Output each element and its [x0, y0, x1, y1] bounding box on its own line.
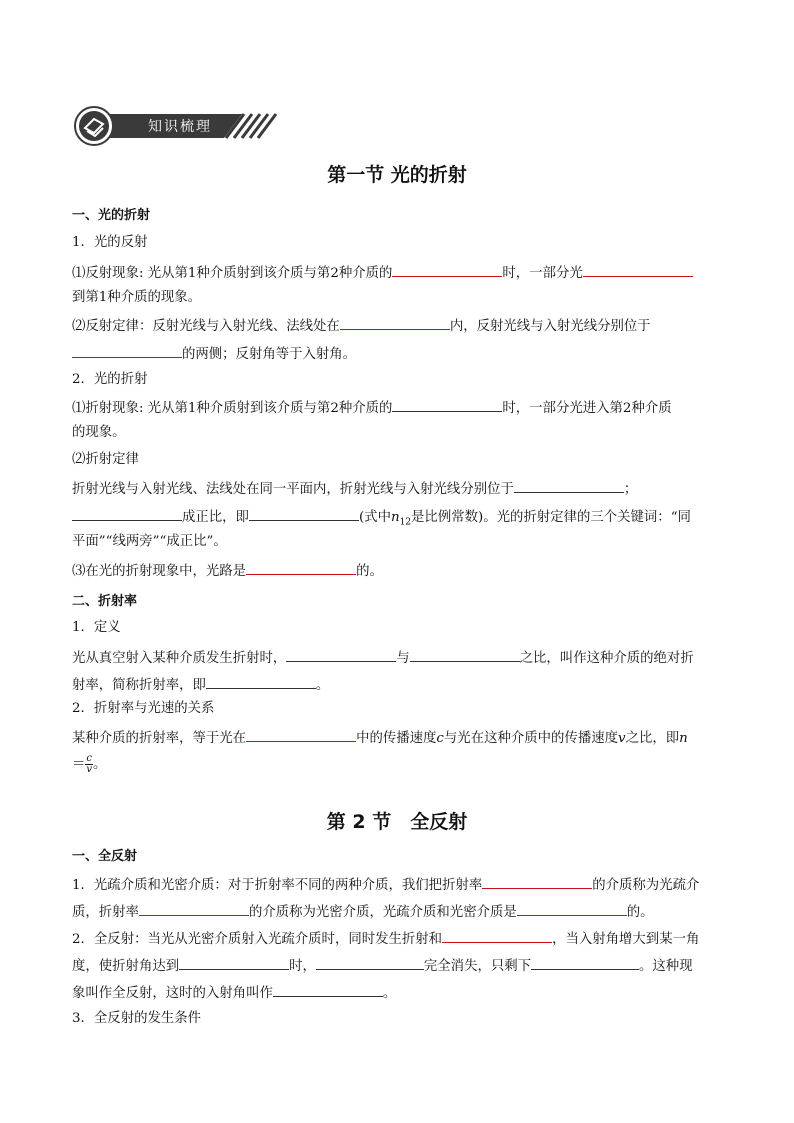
answer-blank[interactable] — [583, 262, 693, 277]
formula-line: ＝ $\frac{c}{v}$ 。 — [72, 753, 107, 775]
text-line: ⑵折射定律 — [72, 452, 139, 467]
text-line: ⑵反射定律：反射光线与入射光线、法线处在 内，反射光线与入射光线分别位于 — [72, 315, 651, 336]
answer-blank[interactable] — [340, 315, 450, 330]
answer-blank[interactable] — [249, 506, 359, 521]
answer-blank[interactable] — [392, 262, 502, 277]
section-title-2: 第 2 节 全反射 — [326, 811, 468, 833]
answer-blank[interactable] — [246, 560, 356, 575]
speed-ratio-fraction: $\frac{c}{v}$ — [86, 753, 93, 775]
answer-blank[interactable] — [72, 506, 182, 521]
answer-blank[interactable] — [482, 874, 592, 889]
text-line: 1．光疏介质和光密介质：对于折射率不同的两种介质，我们把折射率 的介质称为光疏介 — [72, 874, 699, 895]
answer-blank[interactable] — [273, 982, 383, 997]
text-line: 度，使折射角达到 时， 完全消失，只剩下 。这种现 — [72, 955, 693, 976]
text-line: 质，折射率 的介质称为光密介质，光疏介质和光密介质是 的。 — [72, 901, 654, 922]
subheading: 1．定义 — [72, 620, 121, 635]
answer-blank[interactable] — [246, 727, 356, 742]
subheading: 2．折射率与光速的关系 — [72, 701, 215, 716]
subheading: 2．光的折射 — [72, 372, 148, 387]
text-line: 到第1种介质的现象。 — [72, 290, 202, 305]
answer-blank[interactable] — [442, 928, 552, 943]
text-line: 射率，简称折射率，即 。 — [72, 674, 329, 695]
subheading: 1．光的反射 — [72, 235, 148, 250]
answer-blank[interactable] — [514, 478, 624, 493]
answer-blank[interactable] — [179, 955, 289, 970]
answer-blank[interactable] — [72, 343, 182, 358]
text-line: 某种介质的折射率，等于光在 中的传播速度c与光在这种介质中的传播速度v之比，即n — [72, 727, 688, 748]
text-line: ⑴反射现象: 光从第1种介质射到该介质与第2种介质的 时，一部分光 — [72, 262, 693, 283]
text-line: 平面”“线两旁”“成正比”。 — [72, 534, 227, 549]
text-line: 折射光线与入射光线、法线处在同一平面内，折射光线与入射光线分别位于 ； — [72, 478, 637, 499]
text-line: 光从真空射入某种介质发生折射时， 与 之比，叫作这种介质的绝对折 — [72, 647, 694, 668]
banner-label: 知识梳理 — [148, 119, 212, 135]
answer-blank[interactable] — [531, 955, 639, 970]
answer-blank[interactable] — [392, 397, 502, 412]
answer-blank[interactable] — [517, 901, 627, 916]
answer-blank[interactable] — [316, 955, 424, 970]
answer-blank[interactable] — [410, 647, 520, 662]
part-heading: 二、折射率 — [72, 594, 138, 609]
answer-blank[interactable] — [206, 674, 316, 689]
text-line: ⑴折射现象: 光从第1种介质射到该介质与第2种介质的 时，一部分光进入第2种介质 — [72, 397, 672, 418]
text-line: 成正比，即 (式中$n_{12}$是比例常数)。光的折射定律的三个关键词：“同 — [72, 506, 691, 532]
answer-blank[interactable] — [286, 647, 396, 662]
text-line: 2．全反射：当光从光密介质射入光疏介质时，同时发生折射和 ，当入射角增大到某一角 — [72, 928, 699, 949]
section-title-1: 第一节 光的折射 — [327, 164, 467, 186]
text-line: 的两侧；反射角等于入射角。 — [72, 343, 356, 364]
part-heading: 一、全反射 — [72, 849, 138, 864]
subheading: 3．全反射的发生条件 — [72, 1011, 202, 1026]
text-line: 的现象。 — [72, 425, 126, 440]
text-line: 象叫作全反射，这时的入射角叫作 。 — [72, 982, 396, 1003]
answer-blank[interactable] — [139, 901, 249, 916]
text-line: ⑶在光的折射现象中，光路是 的。 — [72, 560, 383, 581]
part-heading: 一、光的折射 — [72, 208, 151, 223]
